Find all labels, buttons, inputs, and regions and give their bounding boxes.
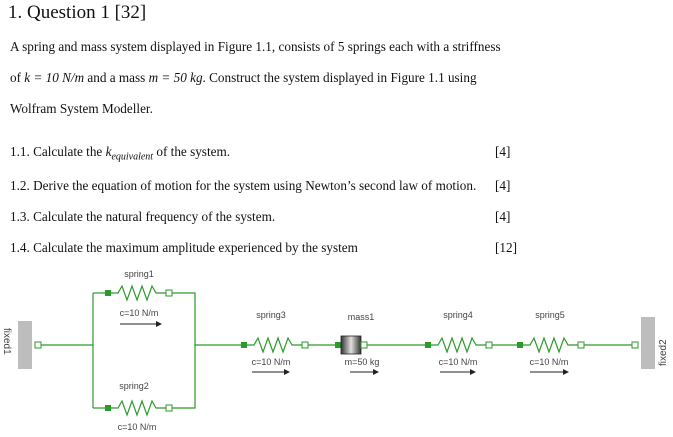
k-symbol: k bbox=[105, 144, 112, 159]
intro-line-2-pre: of bbox=[10, 70, 25, 85]
intro-line-2-mid: and a mass bbox=[84, 70, 149, 85]
k-subscript: equivalent bbox=[111, 151, 154, 163]
spring3 bbox=[241, 310, 308, 375]
fixed1-block bbox=[18, 321, 32, 369]
fixed1-label: fixed1 bbox=[1, 328, 12, 355]
spring4-param: c=10 N/m bbox=[438, 357, 478, 367]
fixed1-port bbox=[35, 342, 41, 348]
mass1-port-b bbox=[361, 342, 367, 348]
spring4 bbox=[425, 310, 492, 375]
spring4-name: spring4 bbox=[443, 310, 473, 320]
mass1-name: mass1 bbox=[347, 312, 375, 322]
spring3-port-b bbox=[302, 342, 308, 348]
spring5 bbox=[517, 310, 584, 375]
intro-line-2-post: . Construct the system displayed in Figure 1.1 using bbox=[202, 70, 477, 85]
mass1 bbox=[335, 312, 379, 375]
mass1-port-a bbox=[335, 342, 341, 348]
spring4-coil bbox=[431, 338, 486, 352]
spring3-coil bbox=[247, 338, 302, 352]
spring4-port-a bbox=[425, 342, 431, 348]
subquestion-1-1 bbox=[10, 144, 230, 163]
spring5-arrow-head bbox=[563, 369, 569, 375]
subquestion-1-1-pre: 1.1. Calculate the bbox=[10, 144, 106, 159]
spring1-port-a bbox=[105, 290, 111, 296]
spring5-param: c=10 N/m bbox=[529, 357, 569, 367]
spring1-arrow-head bbox=[156, 321, 162, 327]
spring1 bbox=[105, 269, 172, 327]
spring3-param: c=10 N/m bbox=[251, 357, 291, 367]
mass1-arrow-head bbox=[373, 369, 379, 375]
intro-line-3: Wolfram System Modeller. bbox=[10, 101, 153, 116]
spring5-name: spring5 bbox=[535, 310, 565, 320]
subquestion-1-2: 1.2. Derive the equation of motion for the system using Newton’s second law of motion. bbox=[10, 178, 477, 193]
question-heading: 1. Question 1 [32] bbox=[8, 2, 147, 23]
mass1-param: m=50 kg bbox=[344, 357, 380, 367]
spring1-name: spring1 bbox=[124, 269, 154, 279]
fixed2-block bbox=[641, 317, 655, 369]
spring2-param: c=10 N/m bbox=[117, 422, 157, 432]
spring2-port-b bbox=[166, 405, 172, 411]
marks-1-4: [12] bbox=[495, 240, 517, 255]
spring4-arrow-head bbox=[470, 369, 476, 375]
fixed2-label: fixed2 bbox=[658, 339, 669, 366]
spring5-port-a bbox=[517, 342, 523, 348]
fixed2-port bbox=[632, 342, 638, 348]
spring2 bbox=[105, 381, 172, 432]
mass1-block bbox=[341, 336, 361, 354]
intro-line-2 bbox=[10, 70, 477, 86]
spring1-param: c=10 N/m bbox=[119, 308, 159, 318]
subquestion-1-1-post: of the system. bbox=[153, 144, 231, 159]
spring3-port-a bbox=[241, 342, 247, 348]
spring4-port-b bbox=[486, 342, 492, 348]
intro-line-1: A spring and mass system displayed in Figure 1.1, consists of 5 springs each with a striffness bbox=[10, 39, 501, 54]
stiffness-value: k = 10 N/m bbox=[24, 70, 85, 85]
spring5-port-b bbox=[578, 342, 584, 348]
spring3-name: spring3 bbox=[256, 310, 286, 320]
spring2-port-a bbox=[105, 405, 111, 411]
marks-1-1: [4] bbox=[495, 144, 511, 159]
spring-mass-diagram bbox=[0, 262, 673, 437]
mass-value: m = 50 kg bbox=[148, 70, 203, 85]
subquestion-1-4: 1.4. Calculate the maximum amplitude experienced by the system bbox=[10, 240, 358, 255]
spring2-coil bbox=[111, 401, 166, 415]
spring1-port-b bbox=[166, 290, 172, 296]
marks-1-2: [4] bbox=[495, 178, 511, 193]
spring3-arrow-head bbox=[284, 369, 290, 375]
spring5-coil bbox=[523, 338, 578, 352]
subquestion-1-3: 1.3. Calculate the natural frequency of the system. bbox=[10, 209, 276, 224]
marks-1-3: [4] bbox=[495, 209, 511, 224]
spring1-coil bbox=[111, 286, 166, 300]
spring2-name: spring2 bbox=[119, 381, 149, 391]
